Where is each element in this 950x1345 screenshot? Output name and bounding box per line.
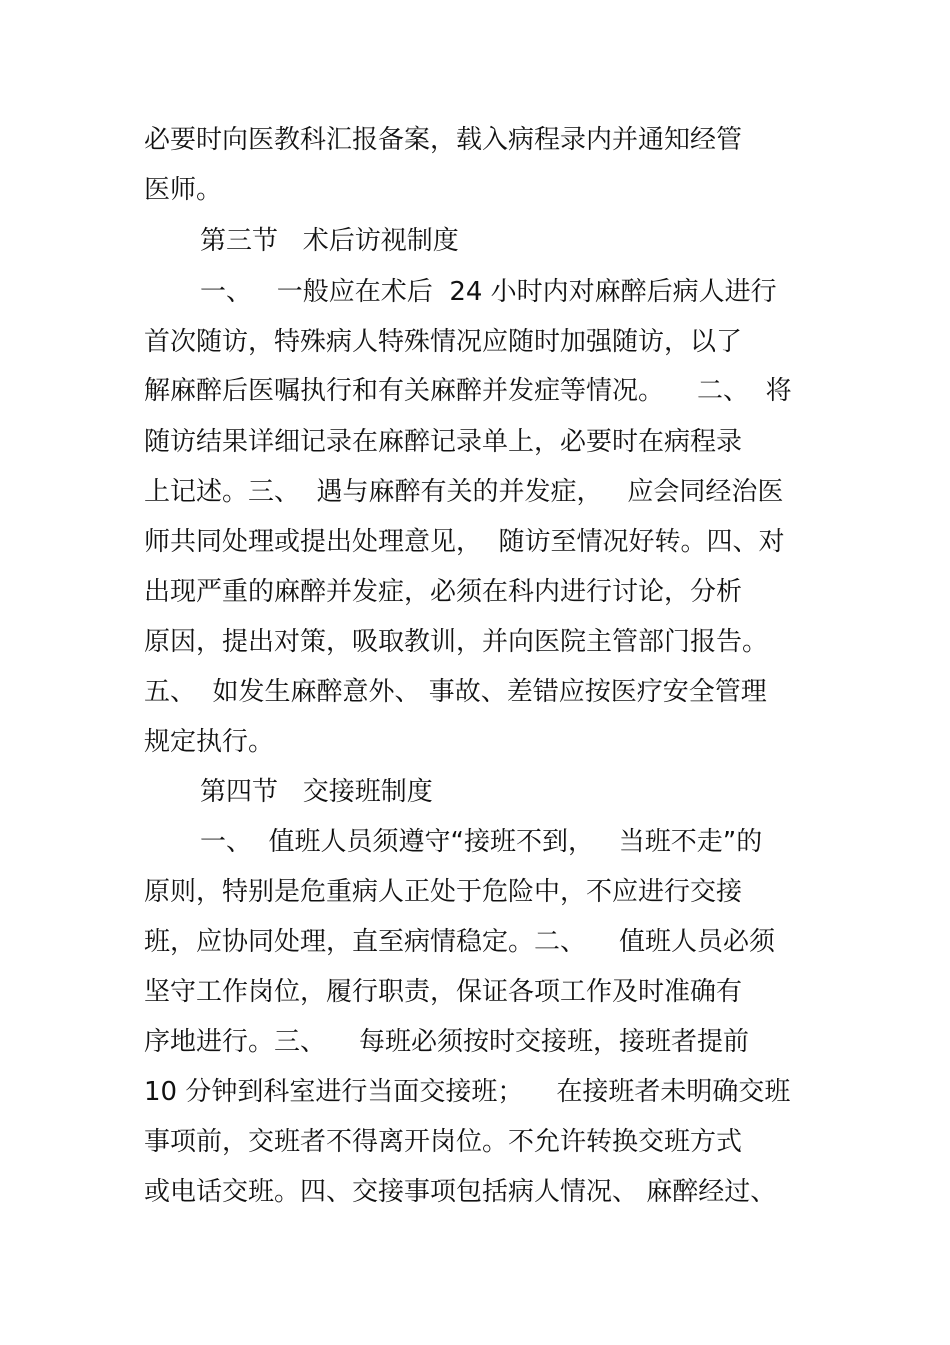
text-line: 原则，特别是危重病人正处于危险中，不应进行交接 — [144, 877, 743, 907]
text-line: 一、 值班人员须遵守“接班不到， 当班不走”的 — [200, 827, 763, 857]
text-line: 10 分钟到科室进行当面交接班； 在接班者未明确交班 — [144, 1077, 791, 1107]
section-heading: 第四节 交接班制度 — [200, 777, 433, 807]
text-line: 序地进行。三、 每班必须按时交接班，接班者提前 — [144, 1027, 750, 1057]
text-line: 必要时向医教科汇报备案，载入病程录内并通知经管 — [144, 125, 743, 155]
text-line: 解麻醉后医嘱执行和有关麻醉并发症等情况。 二、 将 — [144, 376, 792, 406]
text-line: 班，应协同处理，直至病情稳定。二、 值班人员必须 — [144, 927, 776, 957]
text-line: 出现严重的麻醉并发症，必须在科内进行讨论，分析 — [144, 577, 743, 607]
text-line: 医师。 — [144, 175, 223, 205]
text-line: 师共同处理或提出处理意见， 随访至情况好转。四、对 — [144, 527, 785, 557]
text-line: 规定执行。 — [144, 727, 275, 757]
text-line: 或电话交班。四、交接事项包括病人情况、 麻醉经过、 — [144, 1177, 777, 1207]
text-line: 五、 如发生麻醉意外、 事故、差错应按医疗安全管理 — [144, 677, 767, 707]
text-line: 首次随访，特殊病人特殊情况应随时加强随访，以了 — [144, 327, 743, 357]
text-line: 一、 一般应在术后 24 小时内对麻醉后病人进行 — [200, 277, 777, 307]
text-line: 随访结果详细记录在麻醉记录单上，必要时在病程录 — [144, 427, 743, 457]
text-line: 上记述。三、 遇与麻醉有关的并发症， 应会同经治医 — [144, 477, 784, 507]
text-line: 坚守工作岗位，履行职责，保证各项工作及时准确有 — [144, 977, 743, 1007]
section-heading: 第三节 术后访视制度 — [200, 226, 459, 256]
text-line: 原因，提出对策，吸取教训，并向医院主管部门报告。 — [144, 627, 769, 657]
text-line: 事项前，交班者不得离开岗位。不允许转换交班方式 — [144, 1127, 743, 1157]
